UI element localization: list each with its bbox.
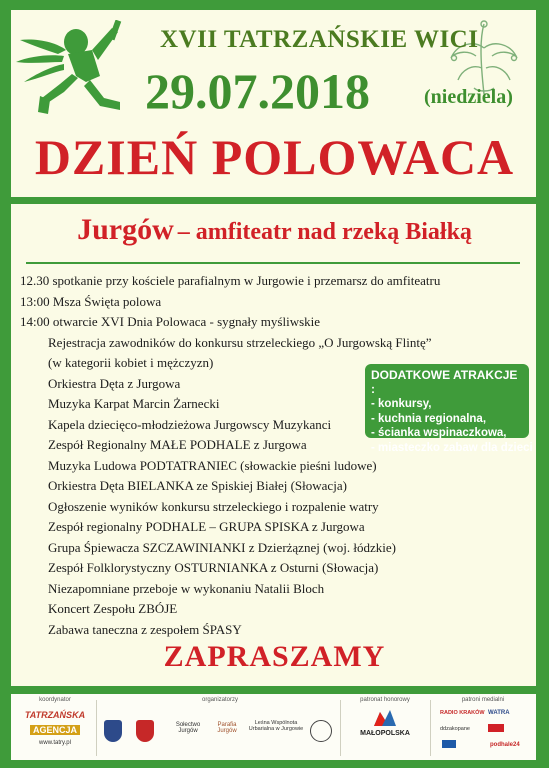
media-logo-icon (442, 740, 456, 748)
organizer-solectwo: Sołectwo Jurgów (175, 722, 201, 734)
program-item: Muzyka Karpat Marcin Żarnecki (48, 396, 220, 411)
media-label: patroni medialni (461, 697, 505, 703)
coordinator-url: www.tatry.pl (39, 740, 71, 746)
program-item: Zespół Regionalny MAŁE PODHALE z Jurgowa (48, 437, 307, 452)
program-item: Zespół regionalny PODHALE – GRUPA SPISKA z Jurgowa (48, 519, 365, 534)
extras-item: - ścianka wspinaczkowa, (371, 427, 507, 439)
program-item: Kapela dziecięco-młodzieżowa Jurgowscy Muzykanci (48, 416, 332, 432)
footer-divider (96, 700, 97, 756)
organizers-label: organizatorzy (201, 697, 239, 703)
event-day: (niedziela) (424, 86, 513, 108)
event-title: DZIEŃ POLOWACA (34, 129, 515, 185)
program-item: Zabawa taneczna z zespołem ŚPASY (48, 621, 242, 637)
coordinator-label: koordynator (39, 697, 71, 703)
extras-box (365, 364, 533, 454)
location-divider (26, 262, 520, 264)
extras-item: - miasteczko zabaw dla dzieci (371, 441, 533, 454)
malopolska-logo-icon (372, 708, 398, 728)
program-item: Muzyka Ludowa PODTATRANIEC (słowackie pieśni ludowe) (48, 457, 377, 473)
media-watra: WATRA (488, 710, 510, 716)
event-location (0, 213, 549, 247)
location-description: – amfiteatr nad rzeką Białką (177, 219, 472, 245)
media-podhale24: podhale24 (490, 742, 520, 748)
runner-logo-icon (16, 20, 144, 120)
program-list (20, 271, 440, 640)
event-subtitle: XVII TATRZAŃSKIE WICI (160, 26, 479, 53)
seal-icon (310, 720, 332, 742)
organizer-parafia: Parafia Jurgów (217, 722, 237, 734)
extras-heading: DODATKOWE ATRAKCJE : (371, 368, 518, 396)
program-item: Orkiestra Dęta BIELANKA ze Spiskiej Białej (Słowacja) (48, 478, 347, 493)
program-item: Niezapomniane przeboje w wykonaniu Natalii Bloch (48, 580, 325, 596)
program-item: Orkiestra Dęta z Jurgowa (48, 375, 181, 391)
extras-item: - konkursy, (371, 398, 432, 410)
footer-divider (340, 700, 341, 756)
media-logo-icon (488, 724, 504, 732)
program-item: Ogłoszenie wyników konkursu strzeleckiego i rozpalenie watry (48, 498, 379, 514)
organizer-wspolnota: Leśna Wspólnota Urbarialna w Jurgowie (248, 720, 304, 732)
program-item: Grupa Śpiewacza SZCZAWINIANKI z Dzierżąznej (woj. łódzkie) (48, 539, 397, 555)
media-radio-krakow: RADIO KRAKÓW (440, 710, 485, 716)
media-zakopane: ddzakopane (440, 726, 470, 732)
program-item: 13:00 Msza Święta polowa (20, 293, 162, 309)
program-item: 12.30 spotkanie przy kościele parafialnym w Jurgowie i przemarsz do amfiteatru (20, 273, 441, 288)
honorary-name: MAŁOPOLSKA (360, 730, 410, 737)
program-item: Zespół Folklorystyczny OSTURNIANKA z Osturni (Słowacja) (48, 560, 379, 575)
coordinator-logo (22, 710, 88, 746)
honorary-label: patronat honorowy (360, 697, 410, 703)
program-item: (w kategorii kobiet i mężczyzn) (48, 355, 214, 370)
crest-icon (136, 720, 154, 742)
location-place: Jurgów (77, 213, 174, 246)
invite-text: ZAPRASZAMY (163, 640, 386, 673)
coordinator-name-2: AGENCJA (30, 725, 80, 735)
extras-item: - kuchnia regionalna, (371, 412, 487, 425)
footer-divider (430, 700, 431, 756)
crest-icon (104, 720, 122, 742)
program-item: 14:00 otwarcie XVI Dnia Polowaca - sygnały myśliwskie (20, 314, 321, 329)
coordinator-name-1: TATRZAŃSKA (24, 710, 86, 720)
program-item: Rejestracja zawodników do konkursu strzeleckiego „O Jurgowską Flintę” (48, 334, 432, 350)
event-date: 29.07.2018 (145, 63, 370, 119)
program-item: Koncert Zespołu ZBÓJE (48, 601, 178, 616)
